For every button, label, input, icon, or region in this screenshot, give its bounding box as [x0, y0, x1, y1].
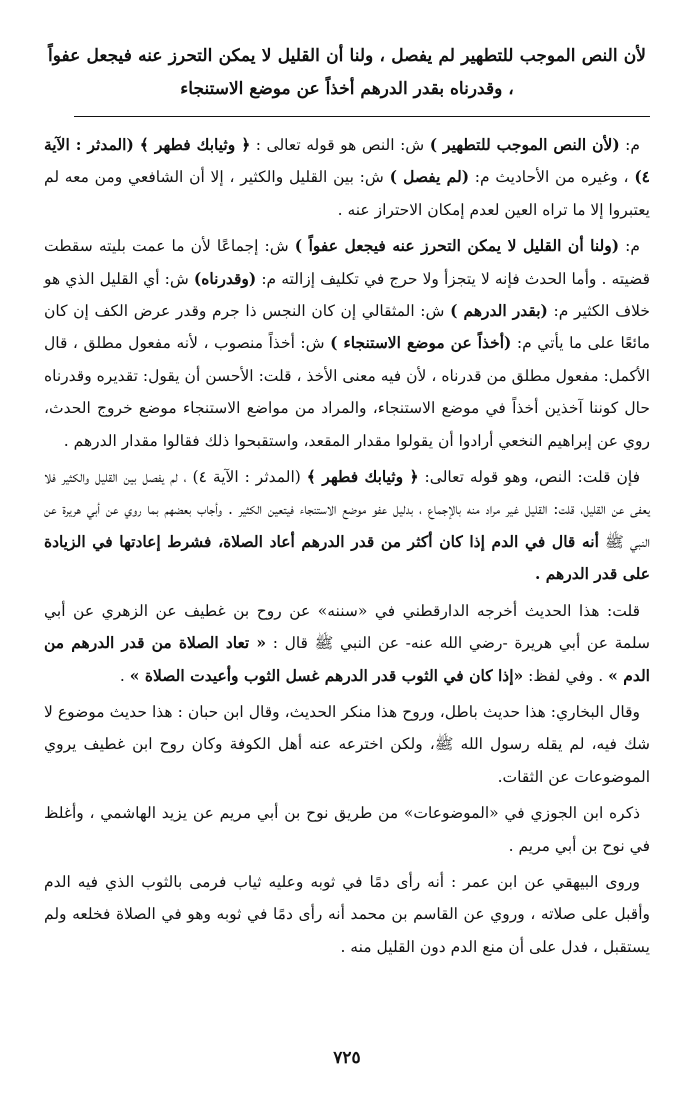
paragraph-3 — [44, 461, 650, 591]
matn-text: لأن النص الموجب للتطهير لم يفصل ، ولنا أن القليل لا يمكن التحرز عنه فيجعل عفواً ، وقدرناه بقدر الدرهم أخذاً عن موضع الاستنجاء — [48, 46, 646, 99]
paragraph-1 — [44, 129, 650, 226]
text-segment: ذكره ابن الجوزي في «الموضوعات» من طريق نوح بن أبي مريم عن يزيد الهاشمي ، وأغلظ في نوح بن أبي مريم . — [44, 804, 650, 855]
text-segment: وروى البيهقي عن ابن عمر : أنه رأى دمًا في ثوبه وعليه ثياب فرمى بالثوب الذي فيه الدم وأقبل على صلاته ، وروي عن القاسم بن محمد أنه رأى دمًا في ثوبه وهو في الصلاة فخلعه ولم يستقبل ، فدل على أن منع الدم دون القليل منه . — [44, 872, 650, 956]
text-segment: . وفي لفظ: — [523, 666, 609, 685]
paragraph-2 — [44, 230, 650, 457]
bold-segment: ﴿ وثيابك فطهر ﴾ — [306, 467, 419, 487]
text-segment: قلت: هذا الحديث أخرجه الدارقطني في «سننه» عن روح بن غطيف عن الزهري عن أبي سلمة عن أبي هريرة -رضي الله عنه- عن النبي ﷺ قال : — [44, 601, 650, 653]
bold-segment: (ولنا أن القليل لا يمكن التحرز عنه فيجعل عفواً ) — [294, 236, 620, 256]
text-segment: (المدثر : الآية ٤) ، لم يفصل بين القليل والكثير فلا يعفى عن القليل، قلت: القليل غير مراد منه بالإجماع ، بدليل عفو موضع الاستنجاء فيتعين الكثير . وأجاب بعضهم بما روي عن أبي هريرة عن النبي ﷺ — [44, 468, 650, 551]
text-segment: ش: أخذاً منصوب ، لأنه مفعول مطلق ، قال الأكمل: مفعول مطلق من قدرناه ، لأن فيه معنى الأخذ ، قلت: الأحسن أن يقول: تقديره وقدرناه حال كوننا آخذين أخذاً في موضع الاستنجاء، والمراد من مواضع الاستنجاء موضع خروج الحدث، روي عن إبراهيم النخعي أرادوا أن يقولوا مقدار المقعد، واستقبحوا ذلك فقالوا مقدار الدرهم . — [44, 334, 650, 450]
paragraph-7 — [44, 866, 650, 963]
bold-segment: أنه قال في الدم إذا كان أكثر من قدر الدرهم أعاد الصلاة، فشرط إعادتها في الزيادة على قدر الدرهم . — [44, 531, 650, 584]
bold-segment: «إذا كان في الثوب قدر الدرهم غسل الثوب وأعيدت الصلاة » — [129, 665, 524, 685]
divider-line — [74, 116, 650, 117]
paragraph-6 — [44, 797, 650, 862]
bold-segment: (لم يفصل ) — [389, 167, 470, 187]
bold-segment: (بقدر الدرهم ) — [450, 301, 548, 321]
text-segment: م: — [619, 136, 641, 154]
text-segment: ش: بين القليل والكثير ، إلا أن الشافعي ومن معه لم يعتبروا إلا ما تراه العين لعدم إمكان الاحتراز عنه . — [44, 168, 650, 219]
paragraph-5 — [44, 696, 650, 793]
text-segment: ش: أي القليل الذي هو خلاف الكثير م: — [44, 269, 650, 321]
text-segment: ش: النص هو قوله تعالى : — [250, 136, 430, 154]
text-segment: ش: المثقالي إن كان النجس ذا جرم وقدر عرض الكف إن كان مائعًا على ما يأتي م: — [44, 302, 650, 353]
text-segment: . — [119, 666, 130, 685]
text-segment: فإن قلت: النص، وهو قوله تعالى: — [418, 468, 640, 487]
text-segment: وقال البخاري: هذا حديث باطل، وروح هذا منكر الحديث، وقال ابن حبان : هذا حديث موضوع لا شك فيه، لم يقله رسول الله ﷺ، ولكن اخترعه عنه أهل الكوفة وكان روح ابن غطيف يروي الموضوعات عن الثقات. — [44, 702, 650, 786]
text-segment: م: — [619, 237, 640, 256]
text-segment: ش: إجماعًا لأن ما عمت بليته سقطت قضيته . وأما الحدث فإنه لا يتجزأ ولا حرج في تكليف إزالته م: — [44, 237, 650, 288]
paragraph-4 — [44, 595, 650, 692]
commentary — [44, 129, 650, 963]
bold-segment: (أخذاً عن موضع الاستنجاء ) — [330, 333, 512, 353]
bold-segment: ﴿ وثيابك فطهر ﴾ (المدثر : الآية ٤) — [44, 135, 650, 187]
text-segment: ، وغيره من الأحاديث م: — [469, 168, 635, 187]
bold-segment: (لأن النص الموجب للتطهير ) — [429, 135, 620, 154]
page-number: ٧٢٥ — [333, 1048, 361, 1068]
bold-segment: (وقدرناه) — [193, 268, 257, 288]
bold-segment: « تعاد الصلاة من قدر الدرهم من الدم » — [44, 633, 650, 685]
